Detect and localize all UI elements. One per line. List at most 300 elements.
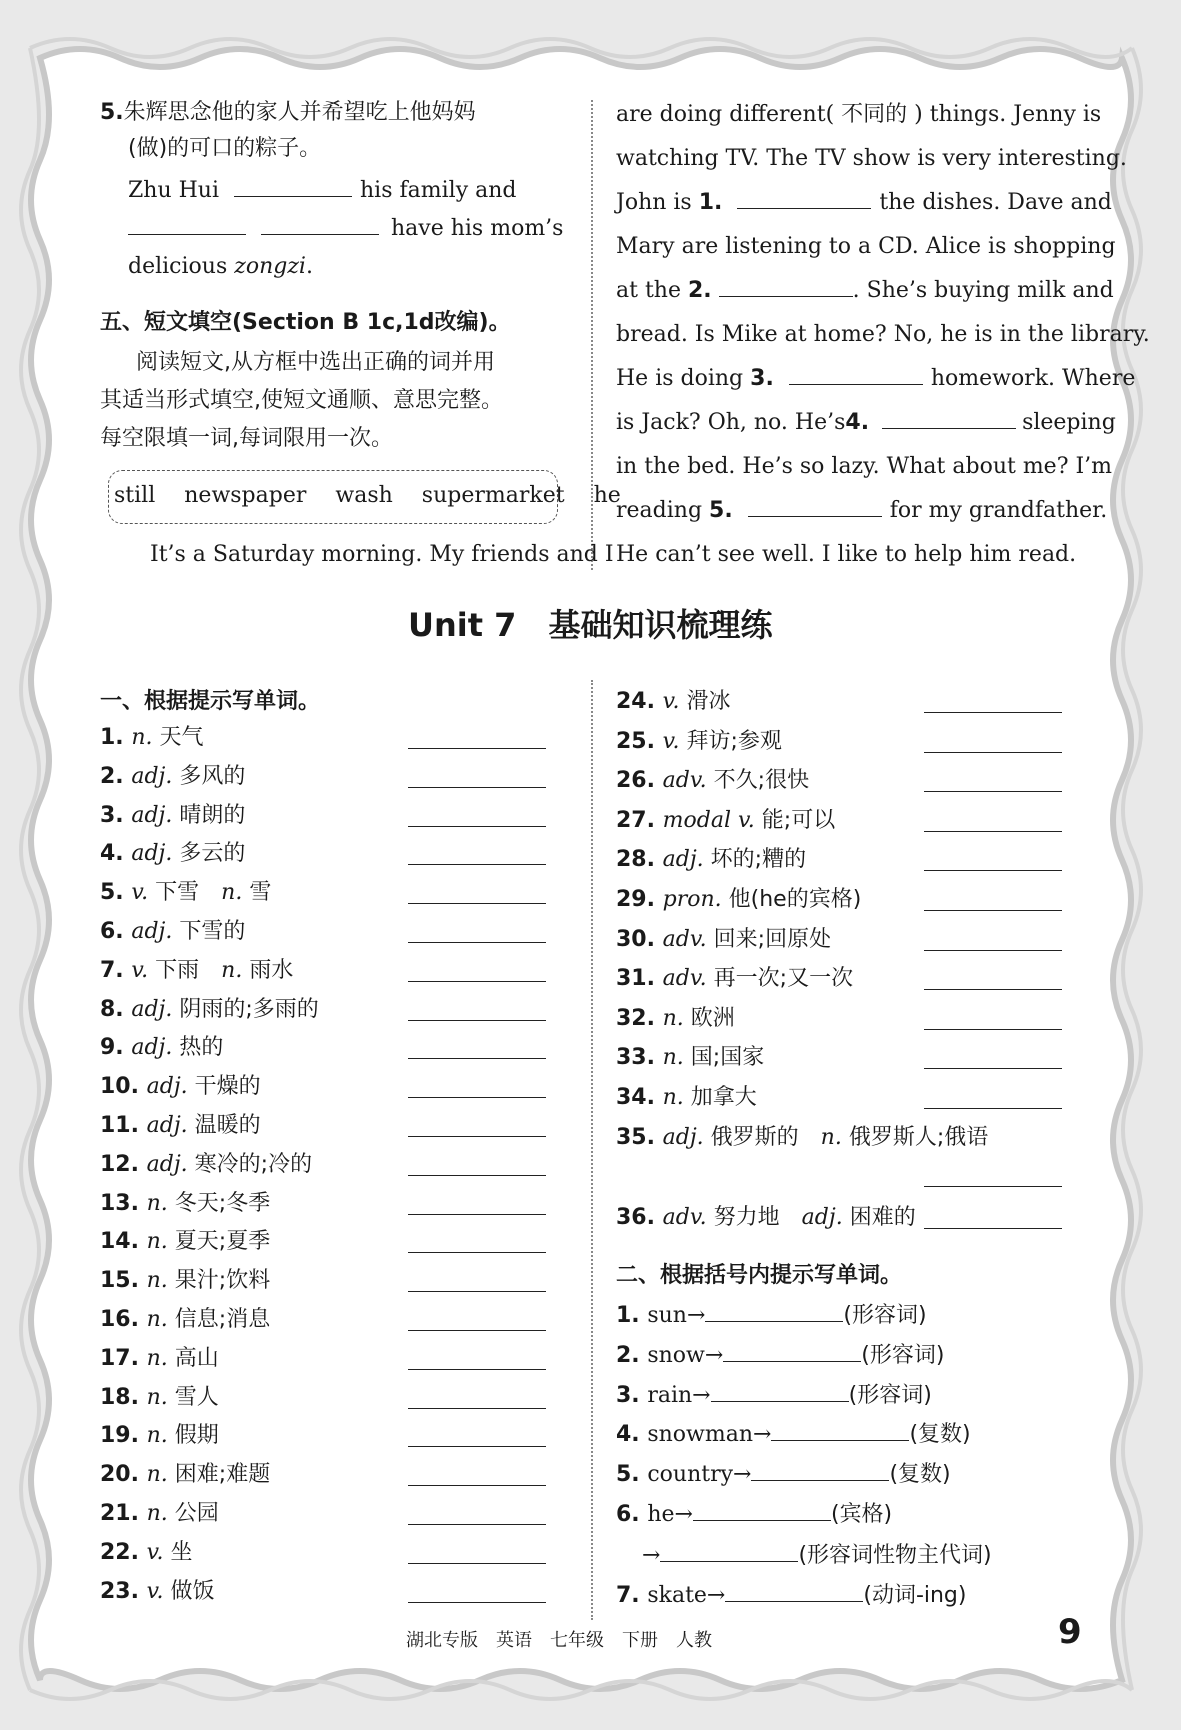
word-form-hint: (动词-ing) [863,1583,967,1608]
vocab-meaning2: 雪 [249,880,272,906]
answer-blank[interactable] [408,981,546,982]
answer-blank[interactable] [924,1186,1062,1187]
vocab-meaning2: 雨水 [249,957,294,983]
word-form-row [642,1538,992,1574]
answer-blank[interactable] [751,1480,889,1481]
vocab-number: 34. [616,1085,663,1110]
q5-en-c: have his mom’s [391,216,564,241]
vocab-pos2: adj. [801,1205,850,1230]
vocab-row [616,922,1064,958]
vocab-number: 5. [100,880,132,906]
answer-blank[interactable] [408,1408,546,1409]
word-supermarket: supermarket [421,483,565,508]
vocab-pos: modal v. [662,807,762,833]
vocab-meaning: 阴雨的;多雨的 [179,996,319,1022]
vocab-prompt [100,725,204,750]
word-form-number: 6. [616,1502,648,1527]
vocab-meaning2: 困难的 [849,1205,916,1230]
answer-blank[interactable] [924,1108,1062,1109]
vocab-meaning: 回来;回原处 [713,926,832,952]
vocab-number: 24. [616,689,663,714]
vocab-prompt [616,966,853,991]
word-form-row [616,1578,967,1614]
vocab-number: 22. [100,1539,147,1565]
unit-title: Unit 7 基础知识梳理练 [408,606,773,644]
vocab-pos: adj. [662,847,711,873]
vocab-pos: v. [662,689,687,714]
answer-blank[interactable] [408,1563,546,1564]
answer-blank[interactable] [408,1330,546,1331]
section5-instr1: 阅读短文,从方框中选出正确的词并用 [136,350,495,375]
vocab-number: 10. [100,1074,147,1100]
vocab-row [616,1040,1064,1076]
passage-blank-3[interactable] [789,384,923,385]
q5-cn-line1 [100,94,476,132]
q5-blank-3[interactable] [261,234,379,235]
answer-blank[interactable] [725,1601,863,1602]
answer-blank[interactable] [924,910,1062,911]
vocab-meaning: 能;可以 [761,807,836,833]
word-form-base: rain→ [647,1382,711,1408]
vocab-pos: n. [131,725,160,750]
answer-blank[interactable] [408,1446,546,1447]
word-form-hint: (形容词性物主代词) [798,1543,992,1568]
vocab-number: 33. [616,1045,663,1071]
answer-blank[interactable] [924,870,1062,871]
vocab-pos: n. [146,1307,175,1332]
passage-l7 [616,360,1135,398]
vocab-row [616,1080,1064,1116]
passage-l10b: for my grandfather. [889,498,1108,523]
vocab-number: 20. [100,1462,147,1488]
word-form-base: skate→ [647,1583,726,1608]
vocab-number: 18. [100,1384,147,1410]
vocab-pos: adj. [131,919,180,944]
word-form-row [616,1457,951,1493]
answer-blank[interactable] [408,748,546,749]
answer-blank[interactable] [408,1097,546,1098]
vocab-meaning: 多风的 [179,763,246,789]
q5-en-zongzi: zongzi [234,254,306,279]
passage-l5a: at the [616,278,681,303]
vocab-pos: n. [146,1345,175,1371]
passage-l3a: John is [616,190,692,215]
blank-number-1: 1. [698,190,723,215]
answer-blank[interactable] [408,1252,546,1253]
vocab-number: 6. [100,919,132,944]
vocab-meaning: 夏天;夏季 [174,1229,271,1255]
q5-en-line1 [128,172,517,210]
vocab-row [616,842,1064,878]
word-form-number: 3. [616,1382,648,1408]
vocab-pos: n. [146,1423,175,1449]
vocab-number: 26. [616,768,663,794]
answer-blank[interactable] [408,1291,546,1292]
word-form-hint: (复数) [909,1422,971,1448]
vocab-prompt [100,1229,270,1254]
vocab-row [100,720,548,756]
vocab-prompt [100,919,245,944]
word-form-row [616,1378,932,1414]
vocab-meaning: 信息;消息 [174,1307,271,1332]
vocab-row [100,798,548,834]
q5-cn-text1: 朱辉思念他的家人并希望吃上他妈妈 [123,100,476,125]
vocab-number: 12. [100,1151,147,1177]
answer-blank[interactable] [924,712,1062,713]
answer-blank[interactable] [408,1602,546,1603]
vocab-prompt [100,1462,270,1487]
vocab-meaning2: 俄罗斯人;俄语 [848,1125,989,1150]
answer-blank[interactable] [924,1228,1062,1229]
vocab-row [100,1224,548,1260]
vocab-number: 3. [100,802,132,828]
vocab-pos: n. [146,1384,175,1410]
vocab-meaning: 下雨 [155,957,222,983]
answer-blank[interactable] [693,1520,831,1521]
vocab-meaning: 寒冷的;冷的 [194,1151,313,1177]
vocab-prompt [616,1085,757,1110]
passage-l10a: reading [616,498,703,523]
vocab-pos: v. [146,1539,171,1565]
passage-l8 [616,404,1116,442]
vocab-row [100,914,548,950]
word-form-row [616,1497,892,1533]
passage-l5 [616,272,1114,310]
vocab-meaning: 困难;难题 [174,1462,271,1488]
vocab-row [100,759,548,795]
vocab-row [100,875,548,911]
vocab-prompt [616,689,730,714]
word-form-row [616,1298,927,1334]
vocab-meaning: 晴朗的 [179,802,246,828]
vocab-prompt [616,768,809,793]
vocab-pos: n. [662,1005,691,1031]
vocab-pos: adv. [662,768,714,794]
vocab-meaning: 冬天;冬季 [174,1190,271,1216]
vocab-meaning: 温暖的 [194,1113,261,1138]
vocab-prompt [100,1579,214,1604]
vocab-prompt [616,887,861,912]
vocab-prompt [100,764,245,789]
word-form-number: 5. [616,1462,648,1488]
answer-blank[interactable] [924,1029,1062,1030]
passage-blank-1[interactable] [737,208,871,209]
vocab-meaning: 假期 [174,1423,219,1449]
vocab-pos: adj. [131,996,180,1022]
word-wash: wash [335,483,393,508]
vocab-pos: adv. [662,966,714,992]
vocab-meaning: 国;国家 [690,1045,765,1071]
answer-blank[interactable] [408,1214,546,1215]
vocab-prompt [100,958,293,983]
answer-blank[interactable] [408,903,546,904]
vocab-prompt [100,1268,270,1293]
vocab-pos: n. [146,1501,175,1526]
vocab-row [616,684,1064,720]
vocab-prompt [616,1205,916,1230]
vocab-meaning: 滑冰 [686,689,731,714]
vocab-pos2: n. [221,880,250,906]
vocab-number: 1. [100,725,132,750]
passage-first-line: It’s a Saturday morning. My friends and I [150,542,614,567]
vocab-prompt [616,1125,988,1150]
answer-blank[interactable] [408,1485,546,1486]
vocab-meaning: 做饭 [170,1578,215,1604]
vocab-prompt [616,808,835,833]
vocab-row [100,1574,548,1610]
blank-number-2: 2. [687,278,712,303]
vocab-pos: v. [131,880,156,906]
q5-en-end: . [305,254,313,279]
vocab-pos: adj. [131,802,180,828]
vocab-number: 8. [100,996,132,1022]
blank-number-4: 4. [845,410,870,435]
word-form-base: country→ [647,1462,752,1488]
passage-l8a: is Jack? Oh, no. He’s [616,410,846,435]
blank-number-3: 3. [750,366,774,391]
word-box-words [114,477,621,515]
vocab-prompt [100,1191,270,1216]
vocab-prompt [100,1385,219,1410]
vocab-row [100,1147,548,1183]
vocab-prompt [616,1045,764,1070]
passage-blank-4[interactable] [882,428,1016,429]
vocab-prompt [100,1423,219,1448]
vocab-meaning: 下雪的 [179,919,246,944]
blank-number-5: 5. [709,498,733,523]
word-form-hint: (形容词) [848,1382,932,1408]
vocab-row [616,1120,1181,1156]
answer-blank[interactable] [408,787,546,788]
word-form-number: 4. [616,1422,648,1448]
answer-blank[interactable] [408,1020,546,1021]
answer-blank[interactable] [408,942,546,943]
passage-l3 [616,184,1112,222]
vocab-pos: n. [662,1085,691,1110]
vocab-row [616,1001,1064,1037]
vocab-number: 32. [616,1005,663,1031]
word-form-base: snowman→ [647,1422,772,1448]
part2-title: 二、根据括号内提示写单词。 [616,1263,903,1288]
passage-l8b: sleeping [1022,410,1116,435]
answer-blank[interactable] [408,1369,546,1370]
vocab-row [616,724,1064,760]
answer-blank[interactable] [924,1068,1062,1069]
vocab-row [100,1496,548,1532]
vocab-prompt [100,1501,219,1526]
vocab-row [616,882,1064,918]
answer-blank[interactable] [924,831,1062,832]
word-form-hint: (形容词) [861,1342,945,1368]
vocab-prompt [616,729,782,754]
word-form-row [616,1338,944,1374]
vocab-number: 14. [100,1229,147,1255]
vocab-number: 16. [100,1307,147,1332]
vocab-pos: adj. [131,763,180,789]
passage-blank-2[interactable] [719,296,853,297]
vocab-number: 4. [100,841,132,867]
vocab-prompt [100,1113,261,1138]
vocab-row [100,1457,548,1493]
q5-en-line2 [128,210,563,248]
passage-l7b: homework. Where [930,366,1136,391]
vocab-row [100,1380,548,1416]
q5-cn-line2: (做)的可口的粽子。 [128,136,322,161]
answer-blank[interactable] [660,1561,798,1562]
vocab-number: 25. [616,728,663,754]
vocab-meaning: 俄罗斯的 [710,1125,821,1150]
word-newspaper: newspaper [184,483,307,508]
vocab-meaning: 天气 [159,725,204,750]
answer-blank[interactable] [771,1440,909,1441]
vocab-pos: v. [131,957,156,983]
answer-blank[interactable] [408,826,546,827]
vocab-meaning: 欧洲 [690,1005,735,1031]
word-he: he [593,483,621,508]
vocab-row [616,803,1064,839]
vocab-number: 11. [100,1113,147,1138]
vocab-meaning: 雪人 [174,1384,219,1410]
vocab-number: 23. [100,1578,147,1604]
answer-blank[interactable] [408,1524,546,1525]
vocab-row [100,836,548,872]
vocab-meaning: 公园 [174,1501,219,1526]
vocab-pos: adj. [131,841,180,867]
vocab-row [616,763,1064,799]
passage-l1: are doing different( 不同的 ) things. Jenny is [616,102,1102,127]
vocab-meaning: 他(he的宾格) [728,887,862,912]
vocab-prompt [616,927,831,952]
q5-number: 5. [100,100,124,125]
vocab-row [100,1263,548,1299]
page-number: 9 [1058,1612,1082,1652]
answer-blank[interactable] [408,864,546,865]
vocab-prompt [100,1152,312,1177]
word-form-number: 2. [616,1342,648,1368]
passage-l6: bread. Is Mike at home? No, he is in the library. [616,322,1150,347]
vocab-prompt [100,1540,192,1565]
vocab-meaning: 干燥的 [194,1074,261,1100]
vocab-meaning: 坏的;糟的 [710,847,807,873]
passage-l10 [616,492,1107,530]
vocab-pos: adj. [146,1151,195,1177]
q5-blank-1[interactable] [234,196,352,197]
vocab-number: 13. [100,1190,147,1216]
vocab-meaning: 热的 [179,1035,224,1061]
answer-blank[interactable] [408,1058,546,1059]
vocab-pos: adj. [131,1035,180,1061]
vocab-row [100,953,548,989]
word-still: still [114,483,156,508]
vocab-number: 30. [616,926,663,952]
vocab-meaning: 多云的 [179,841,246,867]
vocab-number: 35. [616,1125,663,1150]
column-divider-bottom [591,680,593,1620]
answer-blank[interactable] [924,752,1062,753]
vocab-number: 27. [616,807,663,833]
vocab-meaning: 努力地 [713,1205,802,1230]
vocab-number: 21. [100,1501,147,1526]
q5-en-b: his family and [360,178,517,203]
vocab-number: 19. [100,1423,147,1449]
answer-blank[interactable] [408,1175,546,1176]
vocab-number: 9. [100,1035,132,1061]
vocab-number: 7. [100,957,132,983]
vocab-meaning: 加拿大 [690,1085,757,1110]
word-form-base: sun→ [647,1303,706,1328]
q5-blank-2[interactable] [128,234,246,235]
vocab-pos2: n. [820,1125,849,1150]
answer-blank[interactable] [705,1321,843,1322]
answer-blank[interactable] [408,1136,546,1137]
vocab-number: 15. [100,1268,147,1294]
passage-l5b: . She’s buying milk and [852,278,1114,303]
word-form-hint: (复数) [889,1462,951,1488]
word-form-hint: (宾格) [830,1502,893,1527]
answer-blank[interactable] [924,989,1062,990]
vocab-meaning: 果汁;饮料 [174,1268,271,1294]
vocab-row [100,1030,548,1066]
vocab-pos: adv. [662,926,714,952]
vocab-prompt [100,1035,223,1060]
passage-l4: Mary are listening to a CD. Alice is shopping [616,234,1116,259]
vocab-prompt [100,841,245,866]
vocab-pos: n. [146,1268,175,1294]
vocab-number: 28. [616,847,663,873]
vocab-pos: n. [146,1462,175,1488]
vocab-prompt [616,1006,735,1031]
section5-instr3: 每空限填一词,每词限用一次。 [100,426,393,451]
vocab-pos: adj. [146,1113,195,1138]
answer-blank[interactable] [723,1361,861,1362]
q5-en-a: Zhu Hui [128,178,220,203]
vocab-row [100,1186,548,1222]
passage-l11: He can’t see well. I like to help him read. [616,542,1077,567]
word-form-number: 1. [616,1303,648,1328]
passage-l9: in the bed. He’s so lazy. What about me? I’m [616,454,1113,479]
vocab-meaning: 下雪 [155,880,222,906]
word-form-row [616,1417,971,1453]
vocab-pos: n. [662,1045,691,1071]
vocab-pos: adj. [146,1074,195,1100]
vocab-row [100,1108,548,1144]
vocab-pos: adj. [662,1125,711,1150]
answer-blank[interactable] [924,791,1062,792]
vocab-row [616,961,1064,997]
word-form-base: he→ [647,1502,693,1527]
word-form-hint: (形容词) [843,1303,927,1328]
vocab-number: 2. [100,763,132,789]
answer-blank[interactable] [924,950,1062,951]
vocab-prompt [100,1074,261,1099]
q5-en-d: delicious [128,254,228,279]
passage-l7a: He is doing [616,366,744,391]
footer-text: 湖北专版 英语 七年级 下册 人教 [406,1630,712,1651]
vocab-pos: v. [146,1578,171,1604]
section5-instr2: 其适当形式填空,使短文通顺、意思完整。 [100,388,503,413]
q5-en-line3 [128,248,313,286]
section5-title: 五、短文填空(Section B 1c,1d改编)。 [100,310,511,335]
vocab-row [100,1302,548,1338]
vocab-pos: n. [146,1229,175,1255]
passage-blank-5[interactable] [748,516,882,517]
vocab-prompt [100,803,245,828]
part1-title: 一、根据提示写单词。 [100,689,321,714]
vocab-meaning: 再一次;又一次 [713,966,854,992]
vocab-row [100,1341,548,1377]
answer-blank[interactable] [711,1401,849,1402]
vocab-prompt [100,997,319,1022]
